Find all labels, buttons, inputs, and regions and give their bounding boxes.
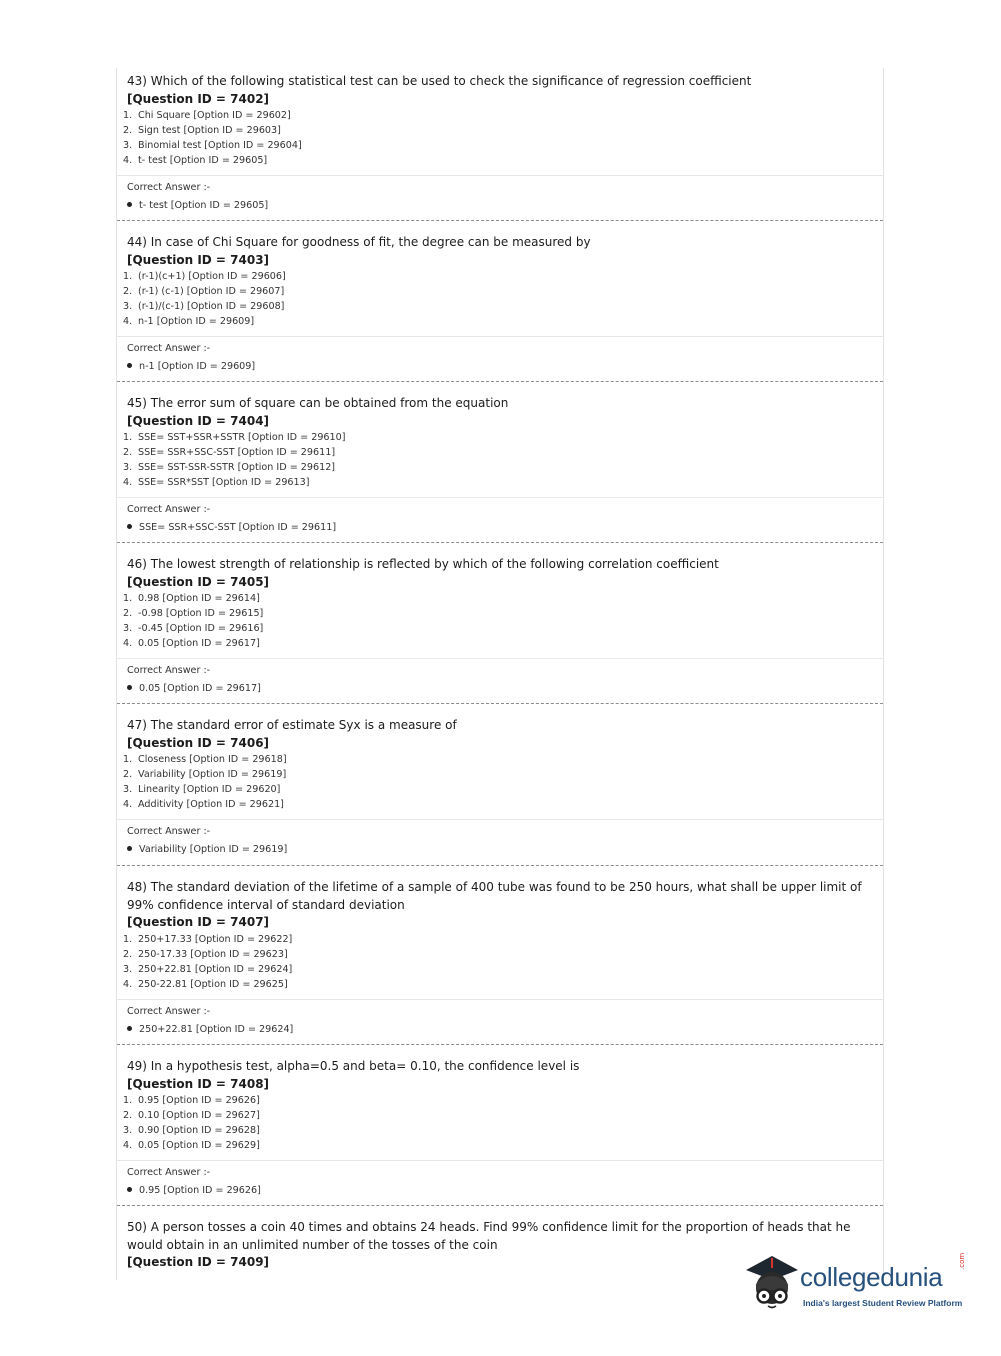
option-item: 4. 0.05 [Option ID = 29629] <box>123 1140 260 1152</box>
option-list <box>123 430 873 490</box>
question-text: 43) Which of the following statistical test can be used to check the significance of regression coefficient <box>127 74 752 88</box>
correct-answer: SSE= SSR+SSC-SST [Option ID = 29611] <box>127 521 873 535</box>
option-list <box>123 108 873 168</box>
question-text: 45) The error sum of square can be obtained from the equation <box>127 396 509 410</box>
question-part <box>117 1045 883 1161</box>
correct-answer-label: Correct Answer :- <box>127 665 211 676</box>
option-item: 4. SSE= SSR*SST [Option ID = 29613] <box>123 477 310 489</box>
question-id: [Question ID = 7403] <box>127 252 270 267</box>
correct-answer: 0.95 [Option ID = 29626] <box>127 1184 873 1198</box>
option-item: 3. -0.45 [Option ID = 29616] <box>123 623 264 635</box>
bullet-icon <box>127 1026 132 1031</box>
option-item: 2. 250-17.33 [Option ID = 29623] <box>123 948 288 960</box>
option-item: 4. n-1 [Option ID = 29609] <box>123 316 255 328</box>
question-id: [Question ID = 7402] <box>127 91 270 106</box>
question-block-46 <box>117 543 883 704</box>
correct-answer: 250+22.81 [Option ID = 29624] <box>127 1023 873 1037</box>
option-list <box>123 591 873 651</box>
correct-answer: 0.05 [Option ID = 29617] <box>127 682 873 696</box>
option-item: 4. 250-22.81 [Option ID = 29625] <box>123 978 288 990</box>
question-block-49 <box>117 1045 883 1206</box>
question-part <box>117 382 883 498</box>
question-sheet <box>116 68 884 1280</box>
answer-part <box>117 659 883 696</box>
question-text: 50) A person tosses a coin 40 times and obtains 24 heads. Find 99% confidence limit for the proportion of heads that he would obtain in an unlimited number of the tosses of the coin <box>127 1220 851 1252</box>
question-block-48 <box>117 866 883 1045</box>
question-id: [Question ID = 7408] <box>127 1076 270 1091</box>
question-part <box>117 68 883 176</box>
correct-answer-label: Correct Answer :- <box>127 343 211 354</box>
option-item: 3. (r-1)/(c-1) [Option ID = 29608] <box>123 301 285 313</box>
answer-part <box>117 1000 883 1037</box>
answer-part <box>117 176 883 213</box>
bullet-icon <box>127 1187 132 1192</box>
question-text: 48) The standard deviation of the lifetime of a sample of 400 tube was found to be 250 hours, what shall be upper limit of 99% confidence interval of standard deviation <box>127 880 862 912</box>
option-item: 3. Binomial test [Option ID = 29604] <box>123 140 302 152</box>
question-id: [Question ID = 7409] <box>127 1255 270 1270</box>
question-id: [Question ID = 7404] <box>127 413 270 428</box>
question-id: [Question ID = 7405] <box>127 574 270 589</box>
bullet-icon <box>127 524 132 529</box>
option-item: 1. 250+17.33 [Option ID = 29622] <box>123 933 293 945</box>
question-block-47 <box>117 704 883 866</box>
question-id: [Question ID = 7407] <box>127 915 270 930</box>
question-text: 46) The lowest strength of relationship is reflected by which of the following correlation coefficient <box>127 557 719 571</box>
option-item: 4. 0.05 [Option ID = 29617] <box>123 638 260 650</box>
collegedunia-logo <box>742 1250 972 1314</box>
question-text: 47) The standard error of estimate Syx is a measure of <box>127 718 457 732</box>
brand-suffix: .com <box>958 1252 966 1270</box>
answer-part <box>117 337 883 374</box>
option-item: 1. SSE= SST+SSR+SSTR [Option ID = 29610] <box>123 432 346 444</box>
option-item: 2. (r-1) (c-1) [Option ID = 29607] <box>123 286 285 298</box>
option-item: 1. 0.98 [Option ID = 29614] <box>123 593 260 605</box>
option-item: 2. Sign test [Option ID = 29603] <box>123 125 281 137</box>
option-item: 1. 0.95 [Option ID = 29626] <box>123 1095 260 1107</box>
option-list <box>123 752 873 812</box>
correct-answer-label: Correct Answer :- <box>127 826 211 837</box>
brand-tagline: India's largest Student Review Platform <box>803 1298 963 1308</box>
option-item: 2. 0.10 [Option ID = 29627] <box>123 1110 260 1122</box>
question-part <box>117 704 883 820</box>
option-item: 2. Variability [Option ID = 29619] <box>123 769 287 781</box>
option-item: 3. SSE= SST-SSR-SSTR [Option ID = 29612] <box>123 462 336 474</box>
option-item: 4. t- test [Option ID = 29605] <box>123 155 268 167</box>
question-part <box>117 221 883 337</box>
bullet-icon <box>127 685 132 690</box>
question-id: [Question ID = 7406] <box>127 735 270 750</box>
correct-answer: n-1 [Option ID = 29609] <box>127 360 873 374</box>
mascot-icon <box>742 1250 802 1314</box>
option-list <box>123 932 873 992</box>
option-item: 2. -0.98 [Option ID = 29615] <box>123 608 264 620</box>
question-part <box>117 866 883 1000</box>
question-block-45 <box>117 382 883 543</box>
brand-name: collegedunia <box>800 1262 943 1292</box>
answer-part <box>117 820 883 857</box>
bullet-icon <box>127 846 132 851</box>
option-item: 2. SSE= SSR+SSC-SST [Option ID = 29611] <box>123 447 336 459</box>
question-block-44 <box>117 221 883 382</box>
option-list <box>123 1093 873 1153</box>
correct-answer: Variability [Option ID = 29619] <box>127 843 873 857</box>
option-item: 4. Additivity [Option ID = 29621] <box>123 799 284 811</box>
option-list <box>123 269 873 329</box>
correct-answer: t- test [Option ID = 29605] <box>127 199 873 213</box>
option-item: 3. 0.90 [Option ID = 29628] <box>123 1125 260 1137</box>
option-item: 3. 250+22.81 [Option ID = 29624] <box>123 963 293 975</box>
option-item: 1. Chi Square [Option ID = 29602] <box>123 110 291 122</box>
question-text: 49) In a hypothesis test, alpha=0.5 and beta= 0.10, the confidence level is <box>127 1059 580 1073</box>
option-item: 1. Closeness [Option ID = 29618] <box>123 754 287 766</box>
correct-answer-label: Correct Answer :- <box>127 1006 211 1017</box>
bullet-icon <box>127 202 132 207</box>
question-block-43 <box>117 68 883 221</box>
correct-answer-label: Correct Answer :- <box>127 1167 211 1178</box>
answer-part <box>117 498 883 535</box>
correct-answer-label: Correct Answer :- <box>127 182 211 193</box>
correct-answer-label: Correct Answer :- <box>127 504 211 515</box>
question-part <box>117 543 883 659</box>
option-item: 1. (r-1)(c+1) [Option ID = 29606] <box>123 271 286 283</box>
answer-part <box>117 1161 883 1198</box>
question-text: 44) In case of Chi Square for goodness of fit, the degree can be measured by <box>127 235 591 249</box>
bullet-icon <box>127 363 132 368</box>
option-item: 3. Linearity [Option ID = 29620] <box>123 784 281 796</box>
